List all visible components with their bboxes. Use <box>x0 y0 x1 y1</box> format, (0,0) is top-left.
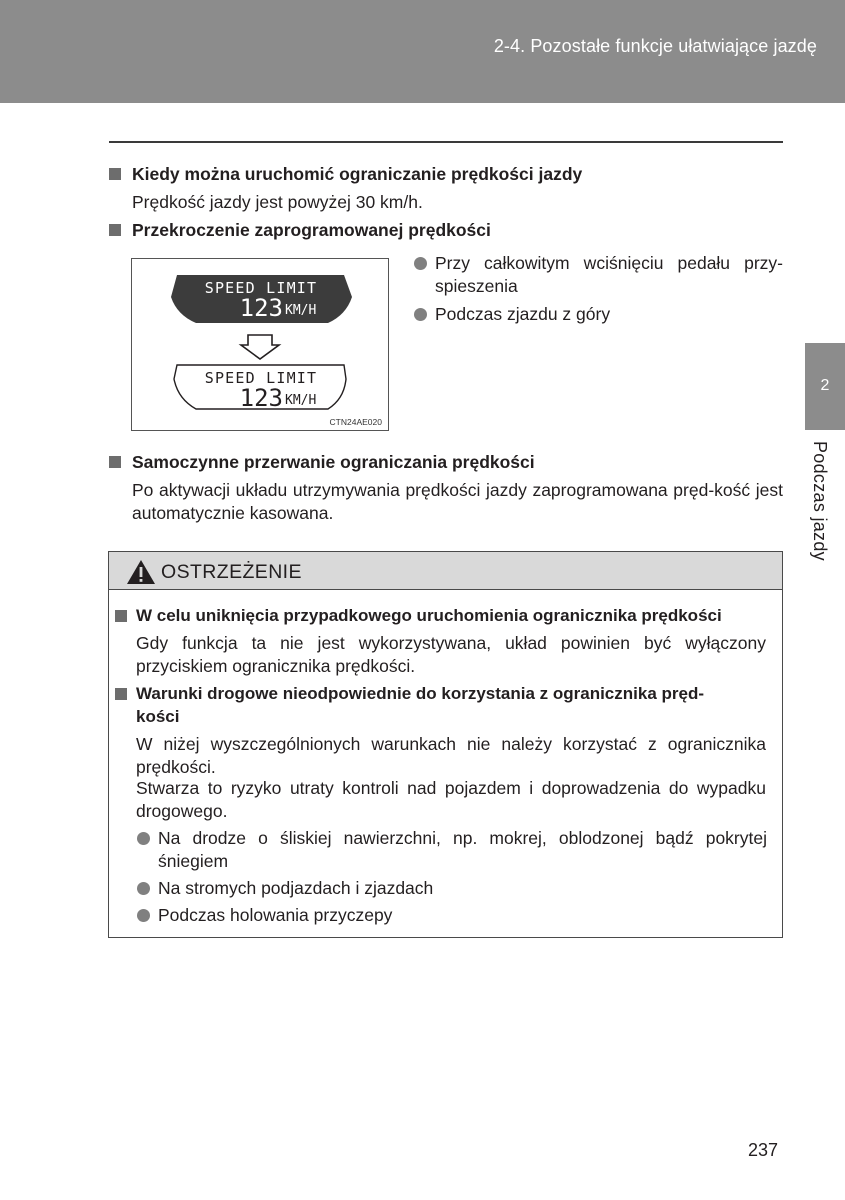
chapter-number: 2 <box>820 377 830 394</box>
list-item: Na stromych podjazdach i zjazdach <box>137 877 767 901</box>
list-item: Przy całkowitym wciśnięciu pedału przy-spieszenia <box>414 252 783 298</box>
display-bottom-label: SPEED LIMIT <box>204 369 318 387</box>
circle-bullet-icon <box>414 308 427 321</box>
chapter-tab <box>805 343 845 430</box>
square-bullet-icon <box>109 456 121 468</box>
speed-limit-display-diagram <box>132 259 388 430</box>
circle-bullet-icon <box>137 909 150 922</box>
square-bullet-icon <box>109 224 121 236</box>
circle-bullet-icon <box>414 257 427 270</box>
circle-bullet-icon <box>137 882 150 895</box>
display-top-label: SPEED LIMIT <box>204 279 318 297</box>
list-item: Na drodze o śliskiej nawierzchni, np. mokrej, oblodzonej bądź pokrytej śniegiem <box>137 827 767 873</box>
square-bullet-icon <box>115 688 127 700</box>
list-item: Podczas zjazdu z góry <box>414 303 783 327</box>
section-text: Po aktywacji układu utrzymywania prędkości jazdy zaprogramowana pręd-kość jest automatycznie kasowana. <box>132 480 783 523</box>
display-top-value: 123 <box>239 294 283 322</box>
chapter-label: Podczas jazdy <box>810 441 830 561</box>
warning-text: W niżej wyszczególnionych warunkach nie należy korzystać z ogranicznika prędkości. <box>136 734 766 777</box>
warning-triangle-icon <box>126 559 156 585</box>
square-bullet-icon <box>115 610 127 622</box>
warning-text: Stwarza to ryzyko utraty kontroli nad pojazdem i doprowadzenia do wypadku drogowego. <box>136 778 766 821</box>
page-number: 237 <box>748 1140 779 1160</box>
warning-title: OSTRZEŻENIE <box>161 561 302 583</box>
display-top-unit: KM/H <box>285 303 317 318</box>
square-bullet-icon <box>109 168 121 180</box>
header-band <box>0 0 845 103</box>
warning-header <box>109 552 782 590</box>
warning-box: OSTRZEŻENIE W celu uniknięcia przypadkowego uruchomienia ogranicznika prędkości Gdy funkcja ta nie jest wykorzystywana, układ powinien być wyłączony przyciskiem ogranicznika prędkości. Warunki drogowe nieodpowiednie do korzystania z ogranicznika pręd- kości W niżej wyszczególnionych warunkach nie należy korzystać z ogranicznika prędkości. Stwarza to ryzyko utraty kontroli nad pojazdem i doprowadzenia do wypadku drogowego. Na drodze o śliskiej nawierzchni, np. mokrej, oblodzonej bądź pokrytej śniegiem Na stromych podjazdach i zjazdach Podczas holowania przyczepy <box>108 551 783 938</box>
display-bottom-unit: KM/H <box>285 393 317 408</box>
warning-text: Gdy funkcja ta nie jest wykorzystywana, układ powinien być wyłączony przyciskiem ogranicznika prędkości. <box>136 633 766 676</box>
list-item: Podczas holowania przyczepy <box>137 904 767 928</box>
figure-code: CTN24AE020 <box>329 417 382 427</box>
arrow-down-icon <box>241 335 279 359</box>
top-rule <box>109 141 783 143</box>
display-bottom-value: 123 <box>239 384 283 412</box>
chapter-title: 2-4. Pozostałe funkcje ułatwiające jazdę <box>493 36 817 56</box>
section-text: Prędkość jazdy jest powyżej 30 km/h. <box>132 192 423 212</box>
circle-bullet-icon <box>137 832 150 845</box>
speed-limit-figure <box>131 258 389 431</box>
